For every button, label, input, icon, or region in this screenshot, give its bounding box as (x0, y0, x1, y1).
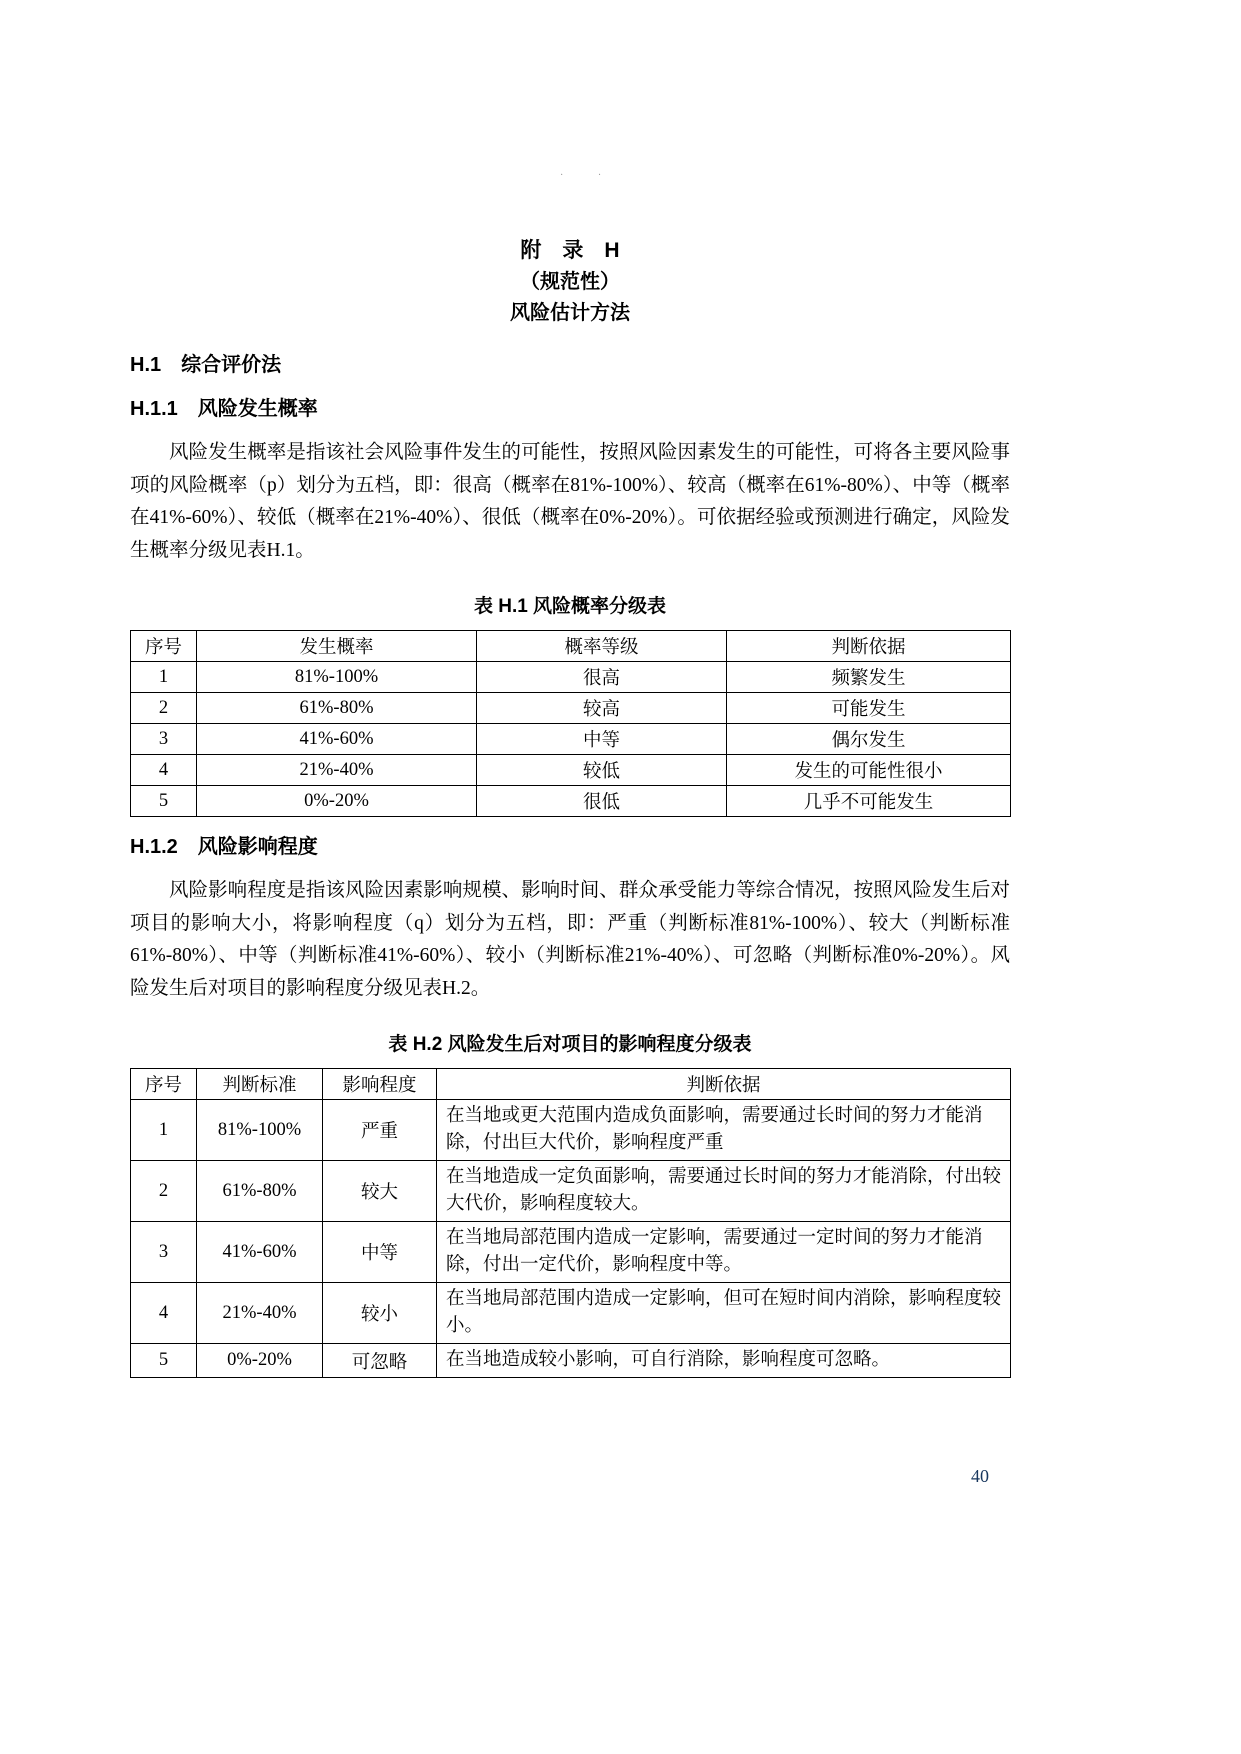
table-cell: 21%-40% (197, 1283, 323, 1344)
table-cell: 2 (131, 693, 197, 724)
table1-header-cell: 判断依据 (727, 631, 1011, 662)
table1-header-cell: 概率等级 (477, 631, 727, 662)
table-cell: 2 (131, 1161, 197, 1222)
paragraph-h12: 风险影响程度是指该风险因素影响规模、影响时间、群众承受能力等综合情况，按照风险发生后对项目的影响大小，将影响程度（q）划分为五档，即：严重（判断标准81%-100%）、较大（判断标准61%-80%）、中等（判断标准41%-60%）、较小（判断标准21%-40%）、可忽略（判断标准0%-20%）。风险发生后对项目的影响程度分级见表H.2。 (130, 880, 1010, 999)
table2-caption: 表 H.2 风险发生后对项目的影响程度分级表 (388, 1034, 752, 1055)
table-cell: 很高 (477, 662, 727, 693)
table-cell: 81%-100% (197, 662, 477, 693)
method-title: 风险估计方法 (510, 302, 630, 324)
table-row (131, 693, 1011, 724)
table-cell: 1 (131, 1100, 197, 1161)
table-cell: 在当地或更大范围内造成负面影响，需要通过长时间的努力才能消除，付出巨大代价，影响程度严重 (437, 1100, 1011, 1161)
table-cell: 较小 (323, 1283, 437, 1344)
table-cell: 3 (131, 1222, 197, 1283)
table-row (131, 1100, 1011, 1161)
table-cell: 严重 (323, 1100, 437, 1161)
table-cell: 21%-40% (197, 755, 477, 786)
table-row (131, 1222, 1011, 1283)
table-row (131, 786, 1011, 817)
risk-probability-table (130, 630, 1011, 817)
table-row (131, 755, 1011, 786)
table2-header-cell: 判断标准 (197, 1069, 323, 1100)
impact-degree-table (130, 1068, 1011, 1378)
table-cell: 61%-80% (197, 693, 477, 724)
table-cell: 偶尔发生 (727, 724, 1011, 755)
table-cell: 中等 (323, 1222, 437, 1283)
table-cell: 较高 (477, 693, 727, 724)
appendix-title: 附 录 H (520, 239, 620, 262)
table-cell: 61%-80% (197, 1161, 323, 1222)
table-row (131, 1283, 1011, 1344)
table-cell: 41%-60% (197, 1222, 323, 1283)
table-cell: 3 (131, 724, 197, 755)
table-cell: 81%-100% (197, 1100, 323, 1161)
table1-header-cell: 发生概率 (197, 631, 477, 662)
table-cell: 4 (131, 755, 197, 786)
table-header-row (131, 1069, 1011, 1100)
table2-header-cell: 序号 (131, 1069, 197, 1100)
table-cell: 1 (131, 662, 197, 693)
table2-header-cell: 影响程度 (323, 1069, 437, 1100)
table-cell: 较低 (477, 755, 727, 786)
table-cell: 4 (131, 1283, 197, 1344)
table-cell: 5 (131, 1344, 197, 1378)
table-cell: 在当地造成一定负面影响，需要通过长时间的努力才能消除，付出较大代价，影响程度较大。 (437, 1161, 1011, 1222)
table-cell: 可能发生 (727, 693, 1011, 724)
table-cell: 较大 (323, 1161, 437, 1222)
table-cell: 在当地局部范围内造成一定影响，需要通过一定时间的努力才能消除，付出一定代价，影响程度中等。 (437, 1222, 1011, 1283)
table-row (131, 662, 1011, 693)
heading-h11: H.1.1 风险发生概率 (130, 398, 318, 420)
table-cell: 0%-20% (197, 1344, 323, 1378)
table-cell: 很低 (477, 786, 727, 817)
table-header-row (131, 631, 1011, 662)
table-row (131, 1344, 1011, 1378)
table-cell: 中等 (477, 724, 727, 755)
heading-h12: H.1.2 风险影响程度 (130, 836, 318, 858)
normative-label: （规范性） (520, 271, 620, 293)
table-cell: 0%-20% (197, 786, 477, 817)
table-row (131, 1161, 1011, 1222)
table-cell: 发生的可能性很小 (727, 755, 1011, 786)
table2-header-cell: 判断依据 (437, 1069, 1011, 1100)
table1-caption: 表 H.1 风险概率分级表 (473, 596, 667, 617)
page-number: 40 (971, 1466, 989, 1486)
table-cell: 频繁发生 (727, 662, 1011, 693)
table-cell: 可忽略 (323, 1344, 437, 1378)
heading-h1: H.1 综合评价法 (130, 354, 282, 376)
table-cell: 几乎不可能发生 (727, 786, 1011, 817)
table-cell: 在当地造成较小影响，可自行消除，影响程度可忽略。 (437, 1344, 1011, 1378)
table-cell: 在当地局部范围内造成一定影响，但可在短时间内消除，影响程度较小。 (437, 1283, 1011, 1344)
table-cell: 5 (131, 786, 197, 817)
scan-artifact-dots: · · (560, 170, 618, 181)
paragraph-h11: 风险发生概率是指该社会风险事件发生的可能性，按照风险因素发生的可能性，可将各主要风险事项的风险概率（p）划分为五档，即：很高（概率在81%-100%）、较高（概率在61%-80%）、中等（概率在41%-60%）、较低（概率在21%-40%）、很低（概率在0%-20%）。可依据经验或预测进行确定，风险发生概率分级见表H.1。 (130, 442, 1010, 561)
table1-header-cell: 序号 (131, 631, 197, 662)
table-row (131, 724, 1011, 755)
table-cell: 41%-60% (197, 724, 477, 755)
